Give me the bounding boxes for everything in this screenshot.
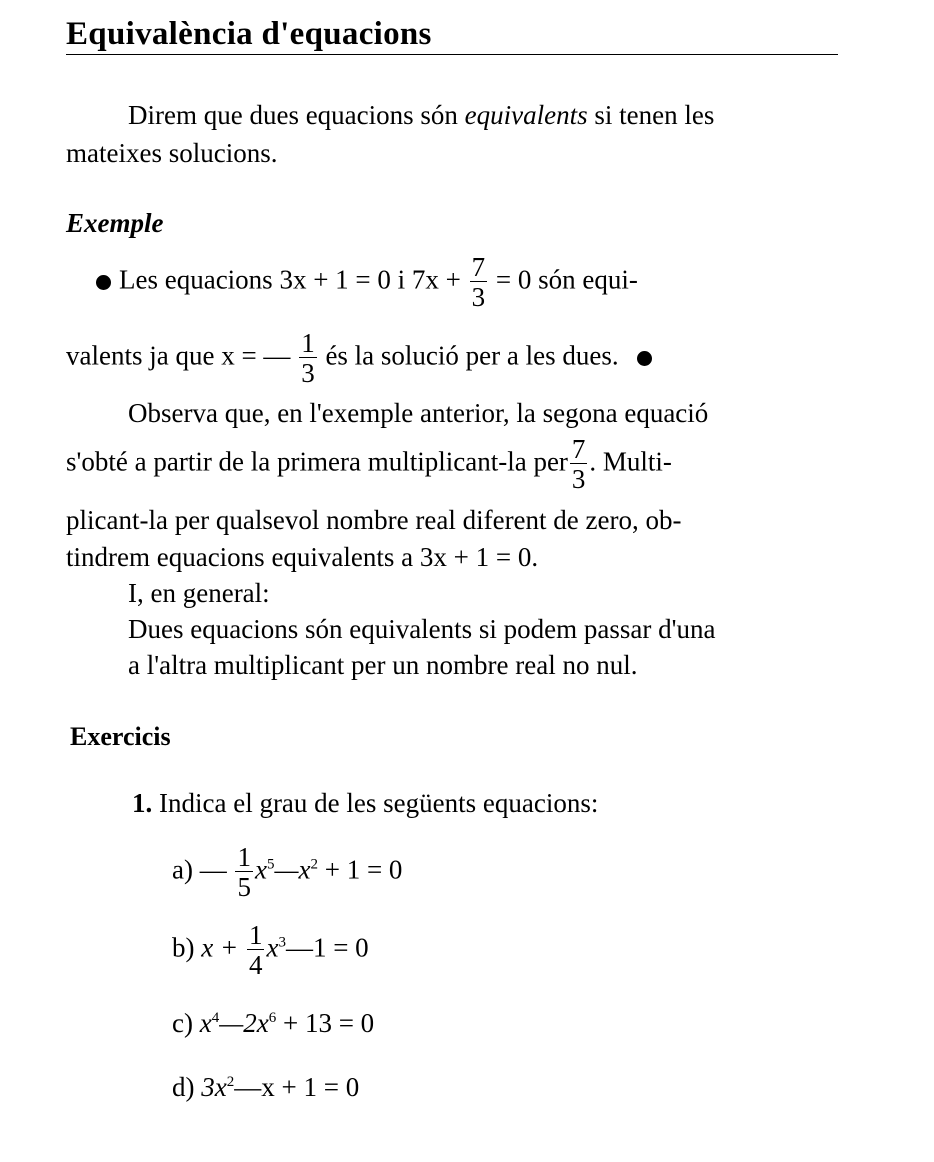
exponent: 6 <box>268 1010 277 1026</box>
fraction-7-3 <box>470 254 488 311</box>
equation-suffix: —x + 1 = 0 <box>234 1072 360 1102</box>
fraction-numerator: 7 <box>471 252 486 282</box>
term: —x <box>274 854 311 885</box>
equation-d <box>172 1072 359 1103</box>
definition-line-1 <box>128 100 714 131</box>
end-bullet-icon <box>637 351 652 366</box>
exponent: 3 <box>278 934 286 951</box>
observation-line-2-b: . Multi- <box>589 446 672 477</box>
bullet-icon <box>96 275 111 290</box>
exercise-text: Indica el grau de les següents equacions: <box>159 788 599 818</box>
fraction-1-3 <box>299 330 317 387</box>
exercise-1 <box>132 788 598 819</box>
fraction-1-4 <box>247 922 265 979</box>
fraction-7-3 <box>570 436 588 493</box>
observation-line-3: plicant-la per qualsevol nombre real diferent de zero, ob- <box>66 505 682 535</box>
term: —2x <box>219 1008 269 1038</box>
observation-line-2 <box>66 436 672 493</box>
fraction-denominator: 3 <box>471 282 486 312</box>
definition-emphasis: equivalents <box>464 100 588 130</box>
equation-b <box>172 922 369 979</box>
observation-line-4: tindrem equacions equivalents a 3x + 1 = 0. <box>66 542 539 572</box>
equation-label: c) <box>172 1008 193 1038</box>
fraction-denominator: 5 <box>237 872 251 902</box>
fraction-numerator: 1 <box>237 842 251 872</box>
page-title: Equivalència d'equacions <box>66 16 432 52</box>
equation-label: a) <box>172 854 193 885</box>
title-underline <box>66 54 838 55</box>
variable: x <box>266 932 279 963</box>
equation-prefix: x + <box>201 932 245 963</box>
equation-a <box>172 844 402 901</box>
exponent: 2 <box>310 856 318 873</box>
definition-text-a: Direm que dues equacions són <box>128 100 465 130</box>
equation-c <box>172 1008 374 1039</box>
fraction-denominator: 3 <box>571 464 586 494</box>
equation-suffix: + 1 = 0 <box>317 854 403 885</box>
exponent: 5 <box>266 856 275 873</box>
observation-line-5: I, en general: <box>128 578 270 608</box>
observation-line-1: Observa que, en l'exemple anterior, la segona equació <box>128 398 709 428</box>
variable: x <box>254 854 267 885</box>
example-line-1-a: Les equacions 3x + 1 = 0 i 7x + <box>119 264 468 295</box>
equation-suffix: —1 = 0 <box>285 932 369 963</box>
equation-label: d) <box>172 1072 195 1102</box>
term: 3x <box>201 1072 227 1102</box>
definition-line-2: mateixes solucions. <box>66 138 278 168</box>
fraction-numerator: 1 <box>248 920 263 950</box>
fraction-denominator: 4 <box>248 950 263 980</box>
fraction-denominator: 3 <box>301 358 315 388</box>
fraction-numerator: 7 <box>571 434 586 464</box>
example-line-2 <box>66 330 660 387</box>
example-line-1 <box>96 254 638 311</box>
observation-line-2-a: s'obté a partir de la primera multiplicant-la per <box>66 446 568 477</box>
example-line-2-b: és la solució per a les dues. <box>318 340 619 371</box>
observation-line-6: Dues equacions són equivalents si podem passar d'una <box>128 614 716 644</box>
definition-text-b: si tenen les <box>587 100 715 130</box>
example-line-2-a: valents ja que x = — <box>66 340 298 371</box>
fraction-1-5 <box>235 844 253 901</box>
exercise-number: 1. <box>132 788 153 818</box>
example-heading: Exemple <box>66 208 164 238</box>
example-line-1-b: = 0 són equi- <box>489 264 638 295</box>
equation-label: b) <box>172 932 195 963</box>
exercises-heading: Exercicis <box>70 722 171 751</box>
exponent: 4 <box>211 1010 220 1026</box>
equation-prefix: — <box>199 854 234 885</box>
observation-line-7: a l'altra multiplicant per un nombre real no nul. <box>128 650 638 680</box>
fraction-numerator: 1 <box>301 328 315 358</box>
exponent: 2 <box>226 1074 235 1090</box>
variable: x <box>199 1008 212 1038</box>
equation-suffix: + 13 = 0 <box>276 1008 375 1038</box>
